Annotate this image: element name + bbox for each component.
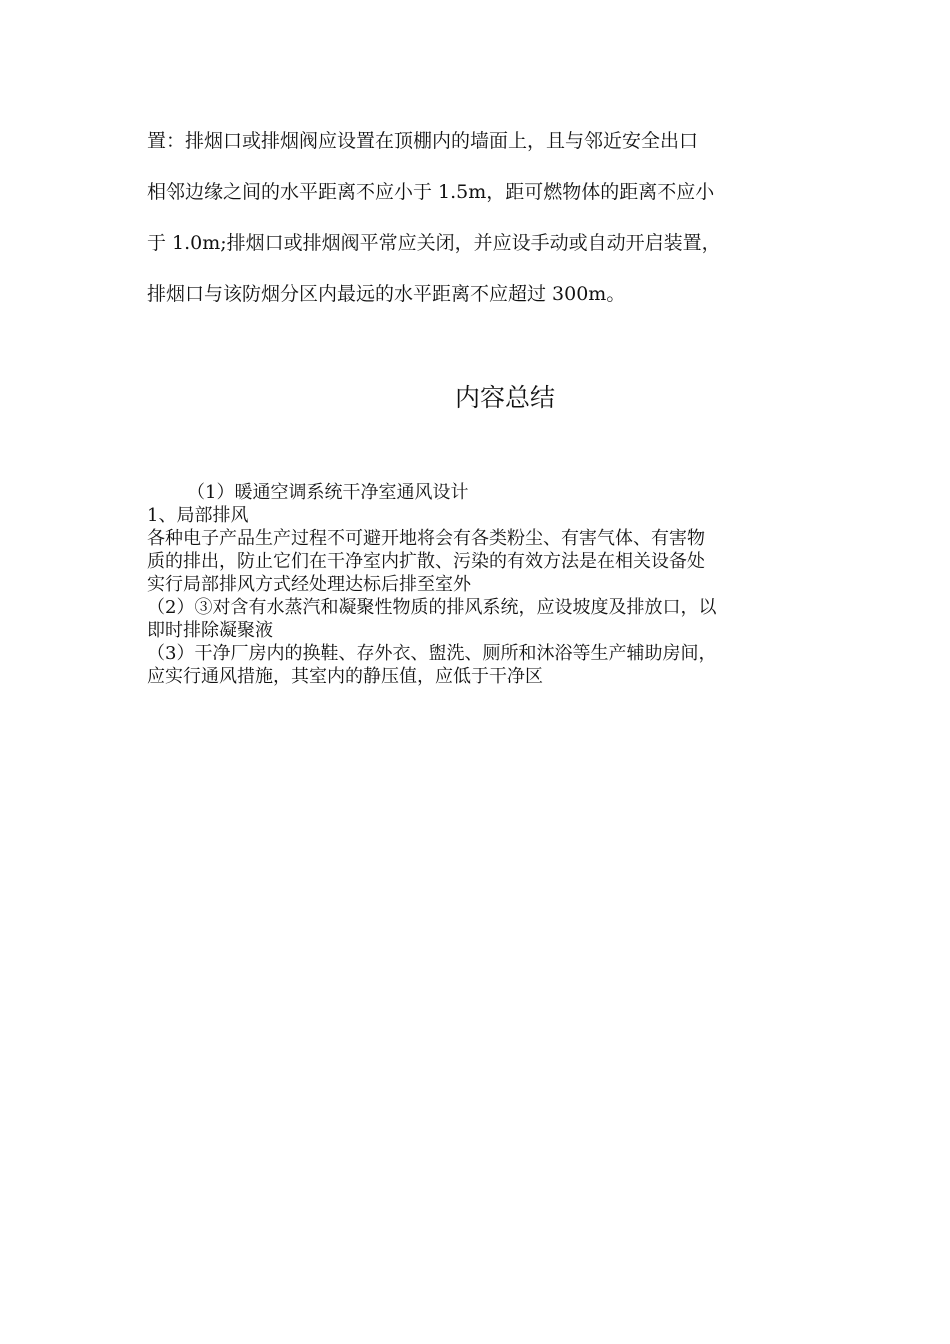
summary-paragraph-line: （2）③对含有水蒸汽和凝聚性物质的排风系统，应设坡度及排放口，以 xyxy=(147,597,717,618)
summary-paragraph-line: 应实行通风措施，其室内的静压值，应低于干净区 xyxy=(147,666,543,687)
summary-paragraph-line: 质的排出，防止它们在干净室内扩散、污染的有效方法是在相关设备处 xyxy=(147,551,705,572)
paragraph-line: 排烟口与该防烟分区内最远的水平距离不应超过 300m。 xyxy=(147,283,626,305)
paragraph-line: 相邻边缘之间的水平距离不应小于 1.5m，距可燃物体的距离不应小 xyxy=(147,181,715,203)
summary-paragraph-line: 实行局部排风方式经处理达标后排至室外 xyxy=(147,574,471,595)
summary-content xyxy=(147,481,807,688)
section-title: 内容总结 xyxy=(454,383,555,412)
summary-paragraph xyxy=(147,527,807,596)
summary-paragraph-line: （3）干净厂房内的换鞋、存外衣、盥洗、厕所和沐浴等生产辅助房间， xyxy=(147,643,717,664)
summary-item-3 xyxy=(147,642,807,688)
paragraph-line: 置：排烟口或排烟阀应设置在顶棚内的墙面上，且与邻近安全出口 xyxy=(147,130,699,152)
summary-subheading: 1、局部排风 xyxy=(147,505,249,526)
summary-paragraph-line: 即时排除凝聚液 xyxy=(147,620,273,641)
summary-item-heading: （1）暖通空调系统干净室通风设计 xyxy=(187,482,469,503)
summary-item-2 xyxy=(147,596,807,642)
continuation-paragraph xyxy=(147,116,803,320)
paragraph-line: 于 1.0m;排烟口或排烟阀平常应关闭，并应设手动或自动开启装置， xyxy=(147,232,721,254)
summary-paragraph-line: 各种电子产品生产过程不可避开地将会有各类粉尘、有害气体、有害物 xyxy=(147,528,705,549)
